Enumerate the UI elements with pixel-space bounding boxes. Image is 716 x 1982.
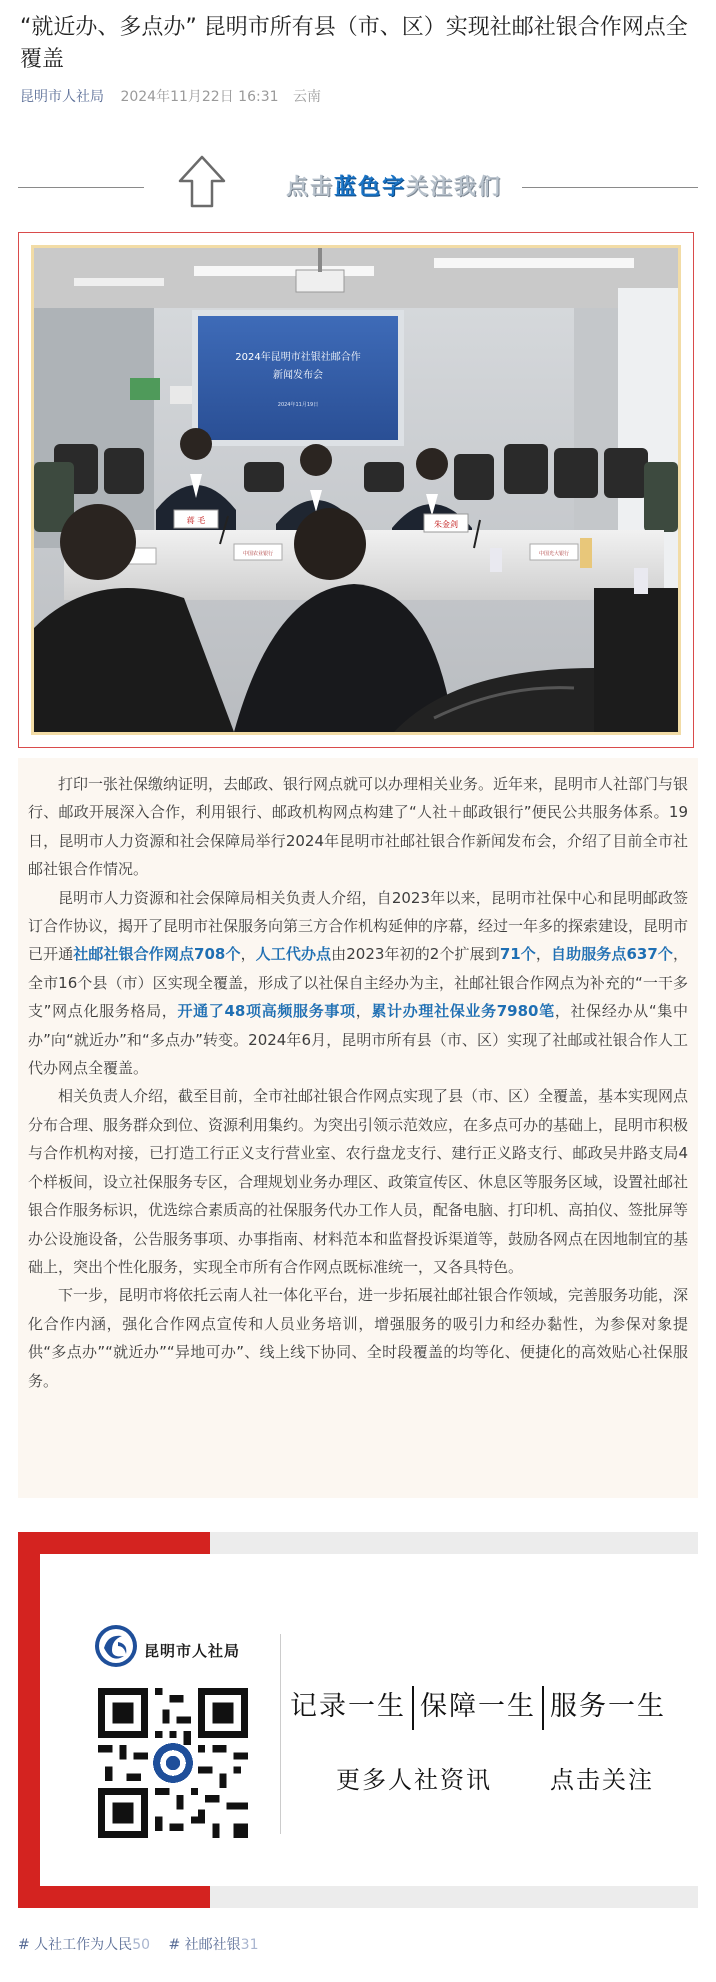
follow-banner[interactable]	[18, 150, 698, 218]
article-tags	[18, 1934, 272, 1954]
follow-text: 点击蓝色字关注我们	[286, 175, 503, 200]
table-sign-right: 中国光大银行	[538, 551, 570, 557]
highlight-48-services: 开通了48项高频服务事项	[177, 1002, 356, 1021]
highlight-network-count: 社邮社银合作网点708个	[73, 945, 241, 964]
banner-divider-left	[18, 187, 144, 188]
card-logo-text: 昆明市人社局	[144, 1642, 241, 1660]
card-more-info: 更多人社资讯	[336, 1766, 492, 1794]
tag-post-bank-cooperation[interactable]: # 社邮社银31	[168, 1937, 259, 1953]
highlight-self-service: 自助服务点637个	[551, 945, 673, 964]
card-click-follow[interactable]: 点击关注	[550, 1766, 654, 1794]
tag-hrss-for-people[interactable]: # 人社工作为人民50	[18, 1937, 151, 1953]
article-body	[18, 758, 698, 1498]
publish-date: 2024年11月22日 16:31	[120, 89, 279, 105]
follow-text-highlight: 蓝色字	[334, 175, 407, 200]
highlight-71: 71个	[499, 945, 536, 964]
paragraph-4: 下一步，昆明市将依托云南人社一体化平台，进一步拓展社邮社银合作领域，完善服务功能，深化合作内涵，强化合作网点宣传和人员业务培训，增强服务的吸引力和经办黏性，为参保对象提供“多点办”“就近办”“异地可办”、线上线下协同、全时段覆盖的均等化、便捷化的高效贴心社保服务。	[28, 1286, 689, 1390]
follow-card	[18, 1532, 698, 1908]
paragraph-2: 昆明市人力资源和社会保障局相关负责人介绍，自2023年以来，昆明市社保中心和昆明邮政签订合作协议，揭开了昆明市社保服务向第三方合作机构延伸的序幕，经过一年多的探索建设，昆明市已开通社邮社银合作网点708个，人工代办点由2023年初的2个扩展到71个，自助服务点637个，全市16个县（市）区实现全覆盖，形成了以社保自主经办为主，社邮社银合作网点为补充的“一干多支”网点化服务格局，开通了48项高频服务事项，累计办理社保业务7980笔，社保经办从“集中办”向“就近办”和“多点办”转变。2024年6月，昆明市所有县（市、区）实现了社邮或社银合作人工代办网点全覆盖。	[28, 888, 689, 1078]
nameplate-right: 朱金剑	[434, 520, 458, 529]
card-divider	[280, 1634, 281, 1834]
up-arrow-icon	[176, 154, 228, 210]
paragraph-3: 相关负责人介绍，截至目前，全市社邮社银合作网点实现了县（市、区）全覆盖，基本实现网点分布合理、服务群众到位、资源利用集约。为突出引领示范效应，在多点可办的基础上，昆明市积极与合作机构对接，已打造工行正义支行营业室、农行盘龙支行、建行正义路支行、邮政吴井路支局4个样板间，设立社保服务专区，合理规划业务办理区、政策宣传区、休息区等服务区域，设置社邮社银合作服务标识，优选综合素质高的社保服务代办工作人员，配备电脑、打印机、高拍仪、签批屏等办公设施设备，公告服务事项、办事指南、材料范本和监督投诉渠道等，鼓励各网点在因地制宜的基础上，突出个性化服务，实现全市所有合作网点既标准统一，又各具特色。	[28, 1087, 689, 1276]
article-meta	[20, 86, 321, 106]
highlight-7980-cases: 累计办理社保业务7980笔	[371, 1002, 555, 1021]
article-title: “就近办、多点办” 昆明市所有县（市、区）实现社邮社银合作网点全覆盖	[20, 15, 688, 72]
paragraph-1: 打印一张社保缴纳证明，去邮政、银行网点就可以办理相关业务。近年来，昆明市人社部门与银行、邮政开展深入合作，利用银行、邮政机构网点构建了“人社＋邮政银行”便民公共服务体系。19日，昆明市人力资源和社会保障局举行2024年昆明市社邮社银合作新闻发布会，介绍了目前全市社邮社银合作情况。	[28, 775, 689, 879]
screen-date: 2024年11月19日	[277, 402, 319, 408]
publish-location: 云南	[292, 89, 321, 105]
hrss-logo-icon	[94, 1624, 138, 1668]
news-photo-frame	[18, 232, 694, 748]
news-photo[interactable]	[31, 245, 681, 735]
card-slogan: 记录一生 保障一生 服务一生	[290, 1684, 666, 1730]
nameplate-left: 蒋 毛	[186, 516, 206, 525]
screen-title-line1: 2024年昆明市社银社邮合作	[235, 352, 361, 363]
press-conference-photo	[34, 248, 678, 732]
table-sign-left: 中国农业银行	[242, 551, 274, 557]
banner-divider-right	[522, 187, 698, 188]
card-panel	[40, 1554, 698, 1886]
account-name-link[interactable]: 昆明市人社局	[20, 89, 104, 105]
highlight-manual-agent: 人工代办点	[255, 945, 332, 964]
screen-title-line2: 新闻发布会	[273, 370, 323, 381]
qr-code[interactable]	[98, 1688, 248, 1838]
